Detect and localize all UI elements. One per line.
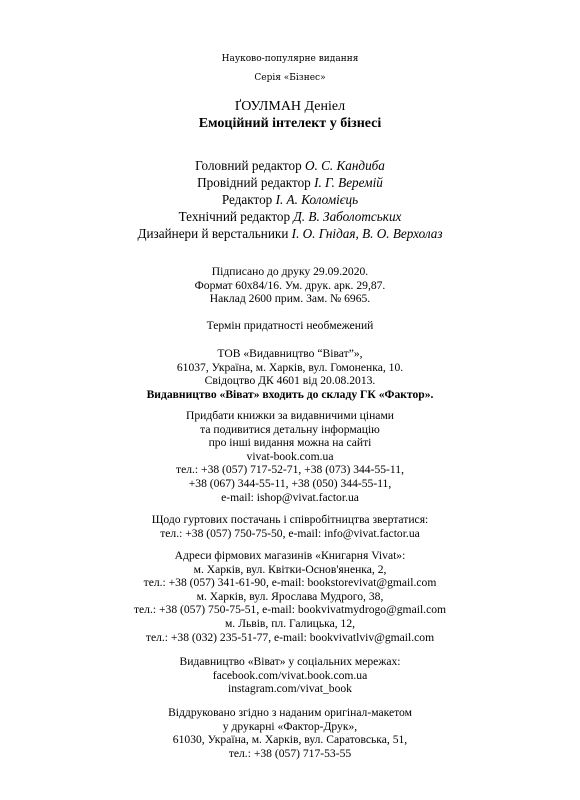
publisher-line: Свідоцтво ДК 4601 від 20.08.2013. [204,374,376,388]
printed-block [0,706,580,760]
printed-line: 61030, Україна, м. Харків, вул. Саратовська, 51, [172,733,408,747]
genre-text: Науково-популярне видання [221,54,359,64]
stores-line: м. Харків, вул. Квітки-Основ'яненка, 2, [193,562,387,576]
stores-line: м. Харків, вул. Ярослава Мудрого, 38, [196,589,384,603]
stores-block [0,549,580,644]
buy-info-line: про інші видання можна на сайті [208,436,372,450]
validity-text: Термін придатності необмежений [206,319,374,332]
staff-role: Головний редактор [195,158,305,173]
buy-info-line: тел.: +38 (057) 717-52-71, +38 (073) 344-55-11, [176,463,404,477]
instagram-link[interactable]: instagram.com/vivat_book [228,682,352,696]
publisher-line: 61037, Україна, м. Харків, вул. Гомоненка, 10. [176,360,404,374]
print-info-line: Підписано до друку 29.09.2020. [211,265,369,278]
staff-role: Технічний редактор [178,209,294,224]
social-line: Видавництво «Віват» у соціальних мережах: [179,655,401,668]
staff-line [0,225,580,242]
wholesale-line: Щодо гуртових постачань і співробітництва звертатися: [151,513,429,526]
social-block [0,655,580,696]
staff-line [0,174,580,191]
website-link[interactable]: vivat-book.com.ua [246,449,334,463]
print-info-line: Наклад 2600 прим. Зам. № 6965. [209,292,371,306]
staff-line [0,157,580,174]
facebook-link[interactable]: facebook.com/vivat.book.com.ua [212,668,368,682]
printed-line: у друкарні «Фактор-Друк», [222,719,358,733]
publisher-line: ТОВ «Видавництво “Віват”», [217,347,363,360]
printed-line: Віддруковано згідно з наданим оригінал-макетом [168,706,412,719]
stores-line: Адреси фірмових магазинів «Книгарня Vivat»: [174,549,406,562]
publisher-group: Видавництво «Віват» входить до складу ГК «Фактор». [146,387,434,401]
stores-line: м. Львів, пл. Галицька, 12, [224,616,356,630]
staff-name: І. Г. Веремій [314,175,383,190]
author-name: ҐОУЛМАН Деніел [234,99,346,114]
stores-line: тел.: +38 (057) 750-75-51, e-mail: bookvivatmydrogo@gmail.com [133,603,447,617]
staff-name: І. А. Коломієць [275,192,359,207]
print-info [0,265,580,306]
printed-line: тел.: +38 (057) 717-53-55 [228,746,352,760]
staff-role: Редактор [221,192,276,207]
series-text: Серія «Бізнес» [254,73,326,83]
book-title: Емоційний інтелект у бізнесі [198,116,382,131]
staff-role: Провідний редактор [197,175,315,190]
buy-info-block [0,409,580,504]
wholesale-block [0,513,580,540]
publisher-block [0,347,580,401]
print-info-line: Формат 60х84/16. Ум. друк. арк. 29,87. [194,278,386,292]
staff-name: І. О. Гнідая, В. О. Верхолаз [291,226,443,241]
title-block [0,98,580,132]
staff-line [0,191,580,208]
staff-line [0,208,580,225]
stores-line: тел.: +38 (057) 341-61-90, e-mail: bookstorevivat@gmail.com [143,576,437,590]
staff-list [0,157,580,242]
buy-info-line: Придбати книжки за видавничими цінами [186,409,394,422]
staff-role: Дизайнери й верстальники [137,226,292,241]
shop-email[interactable]: e-mail: ishop@vivat.factor.ua [221,490,359,504]
wholesale-line: тел.: +38 (057) 750-75-50, e-mail: info@vivat.factor.ua [160,526,420,540]
staff-name: Д. В. Заболотських [293,209,402,224]
buy-info-line: +38 (067) 344-55-11, +38 (050) 344-55-11, [188,476,392,490]
staff-name: О. С. Кандиба [305,158,385,173]
stores-line: тел.: +38 (032) 235-51-77, e-mail: bookvivatlviv@gmail.com [145,630,435,644]
buy-info-line: та подивитися детальну інформацію [200,422,380,436]
